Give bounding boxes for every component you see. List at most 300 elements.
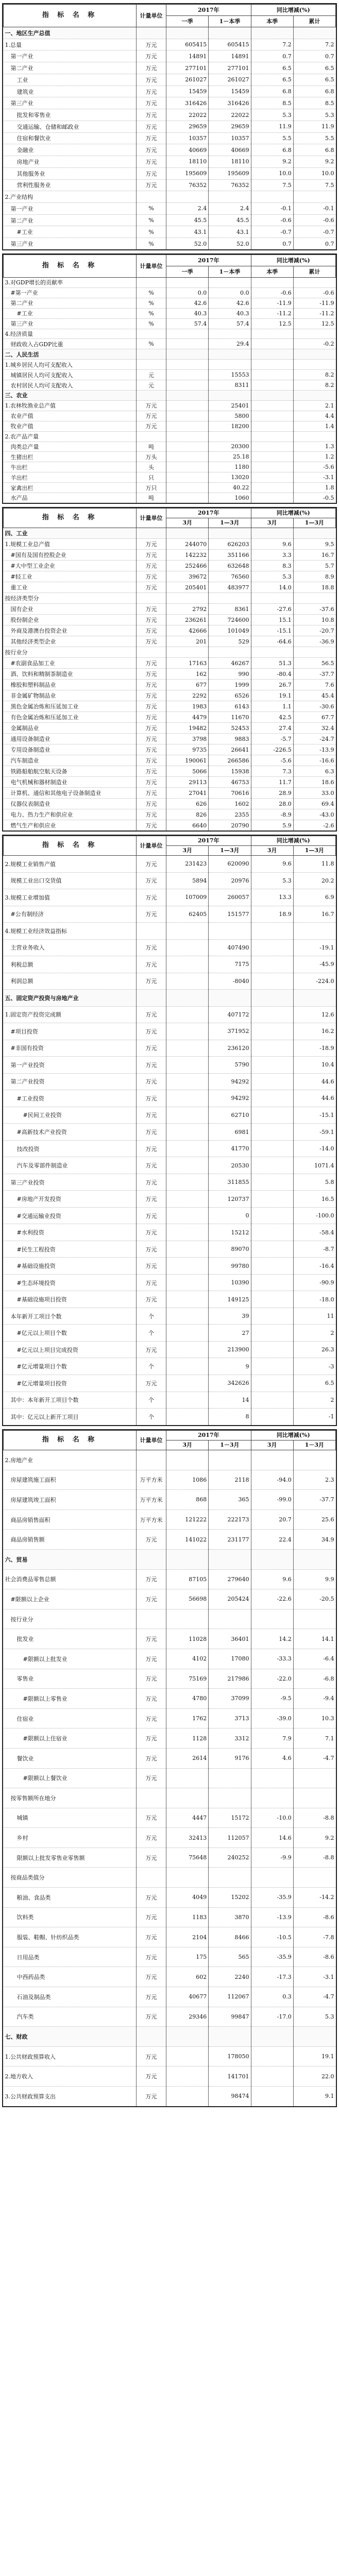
indicator-name: #亿元增量项目投资 xyxy=(4,1375,137,1392)
indicator-name: #限额以上批发业 xyxy=(4,1649,137,1669)
value-cumulative xyxy=(209,1768,251,1788)
yoy-period xyxy=(251,1073,293,1090)
value-cumulative: 14891 xyxy=(209,50,251,62)
yoy-cumulative: -0.1 xyxy=(293,203,335,215)
value-cumulative: 40669 xyxy=(209,144,251,156)
table-row xyxy=(4,1090,336,1107)
value-period: 57.4 xyxy=(166,318,209,329)
value-period: 42666 xyxy=(166,625,209,636)
unit: 万元 xyxy=(137,1040,166,1057)
value-cumulative: 52.0 xyxy=(209,238,251,250)
indicator-name: 七、财政 xyxy=(4,2027,137,2047)
indicator-name: 金融业 xyxy=(4,144,137,156)
unit: 万元 xyxy=(137,1569,166,1589)
value-period: 4479 xyxy=(166,712,209,723)
value-period xyxy=(166,528,209,539)
yoy-period xyxy=(251,349,293,360)
yoy-period: -0.6 xyxy=(251,287,293,298)
indicator-name: 零售业 xyxy=(4,1669,137,1689)
value-period xyxy=(166,462,209,472)
value-cumulative: 20300 xyxy=(209,442,251,452)
indicator-name: 电气机械和器材制造业 xyxy=(4,777,137,788)
value-period: 277101 xyxy=(166,62,209,74)
value-period: 602 xyxy=(166,1967,209,1987)
indicator-name: 房地产业 xyxy=(4,156,137,168)
yoy-period: -99.0 xyxy=(251,1490,293,1510)
value-period: 868 xyxy=(166,1490,209,1510)
yoy-period: -35.9 xyxy=(251,1947,293,1967)
value-period xyxy=(166,1609,209,1629)
unit: 万元 xyxy=(137,1907,166,1927)
indicator-name: #民生工程投资 xyxy=(4,1241,137,1258)
value-period xyxy=(166,1274,209,1291)
indicator-name: 日用品类 xyxy=(4,1947,137,1967)
yoy-cumulative: 11.8 xyxy=(293,856,335,873)
table-row xyxy=(4,1057,336,1074)
yoy-period: 11.7 xyxy=(251,777,293,788)
unit: 万元 xyxy=(137,1258,166,1275)
value-period xyxy=(166,939,209,956)
value-cumulative: 46753 xyxy=(209,777,251,788)
unit: 万元 xyxy=(137,1107,166,1124)
unit: 万元 xyxy=(137,1828,166,1848)
value-cumulative: 266586 xyxy=(209,755,251,766)
header-year: 2017年 xyxy=(166,255,251,266)
table-row xyxy=(4,1006,336,1023)
value-period: 2.4 xyxy=(166,203,209,215)
value-cumulative: 222173 xyxy=(209,1510,251,1530)
value-period xyxy=(166,483,209,493)
indicator-name: 第一产业投资 xyxy=(4,1057,137,1074)
unit: % xyxy=(137,203,166,215)
yoy-period: -39.0 xyxy=(251,1708,293,1728)
yoy-period xyxy=(251,1241,293,1258)
unit: 万元 xyxy=(137,1947,166,1967)
table-row xyxy=(4,360,336,370)
table-row xyxy=(4,889,336,906)
indicator-name: 2.地方收入 xyxy=(4,2066,137,2087)
value-period: 121222 xyxy=(166,1510,209,1530)
unit: 万平方米 xyxy=(137,1510,166,1530)
indicator-name: 中西药品类 xyxy=(4,1967,137,1987)
indicator-name: 铁路船舶航空航天设备 xyxy=(4,766,137,777)
yoy-cumulative: -0.2 xyxy=(293,339,335,349)
indicator-name: 水产品 xyxy=(4,493,137,503)
yoy-cumulative: 8.5 xyxy=(293,97,335,109)
value-cumulative: 205424 xyxy=(209,1589,251,1609)
indicator-name: #工业投资 xyxy=(4,1090,137,1107)
value-period: 76352 xyxy=(166,179,209,191)
value-period xyxy=(166,1788,209,1808)
data-table xyxy=(3,1430,336,2107)
yoy-period: -17.3 xyxy=(251,1967,293,1987)
header-sub-1: 1—3月 xyxy=(209,846,251,856)
yoy-period xyxy=(251,390,293,400)
table-row xyxy=(4,1549,336,1569)
yoy-cumulative: 69.4 xyxy=(293,799,335,809)
table-row xyxy=(4,669,336,680)
yoy-cumulative: -20.5 xyxy=(293,1589,335,1609)
yoy-cumulative: 16.2 xyxy=(293,1023,335,1040)
unit: 万元 xyxy=(137,744,166,755)
value-period: 605415 xyxy=(166,39,209,50)
yoy-period: 18.9 xyxy=(251,906,293,923)
unit xyxy=(137,431,166,442)
unit: 万元 xyxy=(137,2007,166,2027)
unit: 万只 xyxy=(137,483,166,493)
value-period xyxy=(166,370,209,380)
yoy-cumulative: -20.7 xyxy=(293,625,335,636)
value-period xyxy=(166,431,209,442)
table-row xyxy=(4,1708,336,1728)
value-period: 32413 xyxy=(166,1828,209,1848)
yoy-cumulative xyxy=(293,390,335,400)
value-cumulative: 151577 xyxy=(209,906,251,923)
unit: 只 xyxy=(137,472,166,483)
indicator-name: 房屋建筑竣工面积 xyxy=(4,1490,137,1510)
yoy-cumulative: -224.0 xyxy=(293,973,335,990)
table-row xyxy=(4,1788,336,1808)
header-year: 2017年 xyxy=(166,5,251,16)
yoy-period xyxy=(251,1157,293,1174)
value-cumulative: 40.22 xyxy=(209,483,251,493)
value-cumulative xyxy=(209,1609,251,1629)
header-year: 2017年 xyxy=(166,509,251,518)
yoy-period: -0.7 xyxy=(251,226,293,238)
value-cumulative: 6526 xyxy=(209,690,251,701)
table-row xyxy=(4,990,336,1007)
unit xyxy=(137,528,166,539)
indicator-name: 第一产业 xyxy=(4,50,137,62)
value-cumulative: 195609 xyxy=(209,167,251,179)
value-period: 40677 xyxy=(166,1987,209,2007)
unit: 万元 xyxy=(137,712,166,723)
yoy-cumulative xyxy=(293,1549,335,1569)
yoy-cumulative: -37.7 xyxy=(293,669,335,680)
yoy-period: -13.9 xyxy=(251,1907,293,1927)
table-row xyxy=(4,329,336,339)
yoy-cumulative: 12.6 xyxy=(293,1006,335,1023)
table-row xyxy=(4,1828,336,1848)
yoy-cumulative: 10.8 xyxy=(293,615,335,625)
unit: 万元 xyxy=(137,2087,166,2107)
unit: 万元 xyxy=(137,2046,166,2066)
yoy-period: 14.2 xyxy=(251,1629,293,1649)
value-cumulative: 3713 xyxy=(209,1708,251,1728)
value-period: 175 xyxy=(166,1947,209,1967)
yoy-period: -9.5 xyxy=(251,1689,293,1709)
yoy-cumulative: -0.6 xyxy=(293,287,335,298)
yoy-cumulative: 22.0 xyxy=(293,2066,335,2087)
value-cumulative: 15212 xyxy=(209,1224,251,1241)
table-row xyxy=(4,1174,336,1191)
yoy-period: 0.7 xyxy=(251,50,293,62)
table-row xyxy=(4,636,336,647)
value-cumulative: 9883 xyxy=(209,734,251,744)
unit: 万元 xyxy=(137,1708,166,1728)
yoy-period xyxy=(251,1409,293,1426)
value-cumulative: 18200 xyxy=(209,421,251,431)
yoy-cumulative: 12.5 xyxy=(293,318,335,329)
yoy-cumulative: 1.3 xyxy=(293,442,335,452)
yoy-period xyxy=(251,1107,293,1124)
table-row xyxy=(4,604,336,615)
yoy-period xyxy=(251,1006,293,1023)
indicator-name: 第二产业 xyxy=(4,298,137,308)
indicator-name: 限额以上批发零售业零售额 xyxy=(4,1848,137,1868)
yoy-cumulative: -59.1 xyxy=(293,1124,335,1141)
yoy-cumulative xyxy=(293,191,335,203)
indicator-name: 石油及制品类 xyxy=(4,1987,137,2007)
header-yoy: 同比增减(%) xyxy=(251,509,335,518)
value-cumulative: 1060 xyxy=(209,493,251,503)
yoy-period xyxy=(251,1325,293,1342)
yoy-cumulative xyxy=(293,593,335,604)
value-cumulative: 6143 xyxy=(209,701,251,712)
indicator-name: #轻工业 xyxy=(4,571,137,582)
indicator-name: 计算机、通信和其他电子设备制造业 xyxy=(4,788,137,799)
unit xyxy=(137,990,166,1007)
table-row xyxy=(4,2087,336,2107)
indicator-name: #生态环境投资 xyxy=(4,1274,137,1291)
indicator-name: 1.总量 xyxy=(4,39,137,50)
value-period xyxy=(166,1174,209,1191)
yoy-cumulative: -37.6 xyxy=(293,604,335,615)
value-cumulative: 279640 xyxy=(209,1569,251,1589)
table-row xyxy=(4,1040,336,1057)
value-cumulative: 529 xyxy=(209,636,251,647)
yoy-cumulative: 16.7 xyxy=(293,906,335,923)
value-period: 142232 xyxy=(166,550,209,561)
indicator-name: #限额以上餐饮业 xyxy=(4,1768,137,1788)
value-cumulative: 15202 xyxy=(209,1888,251,1908)
yoy-period xyxy=(251,421,293,431)
yoy-cumulative: 7.6 xyxy=(293,680,335,690)
yoy-cumulative: 5.8 xyxy=(293,1174,335,1191)
yoy-period: 7.2 xyxy=(251,39,293,50)
unit: 万元 xyxy=(137,788,166,799)
value-period: 1183 xyxy=(166,1907,209,1927)
yoy-period xyxy=(251,2027,293,2047)
value-period: 236261 xyxy=(166,615,209,625)
value-period: 29113 xyxy=(166,777,209,788)
value-period xyxy=(166,1549,209,1569)
value-cumulative xyxy=(209,1788,251,1808)
table-row xyxy=(4,1023,336,1040)
unit: 个 xyxy=(137,1392,166,1409)
value-cumulative: 2.4 xyxy=(209,203,251,215)
value-period xyxy=(166,400,209,411)
table-row xyxy=(4,1927,336,1947)
value-cumulative: 6981 xyxy=(209,1124,251,1141)
yoy-cumulative: -5.6 xyxy=(293,462,335,472)
value-period: 19482 xyxy=(166,723,209,734)
unit: 万元 xyxy=(137,723,166,734)
indicator-name: 第二产业 xyxy=(4,62,137,74)
yoy-period: -10.0 xyxy=(251,1808,293,1828)
table-row xyxy=(4,690,336,701)
yoy-period: 42.5 xyxy=(251,712,293,723)
yoy-cumulative: 0.7 xyxy=(293,238,335,250)
yoy-period: 0.3 xyxy=(251,1987,293,2007)
unit: % xyxy=(137,339,166,349)
yoy-period: 6.8 xyxy=(251,86,293,97)
header-sub-2: 本季 xyxy=(251,266,293,278)
yoy-cumulative: 18.6 xyxy=(293,777,335,788)
table-row xyxy=(4,1490,336,1510)
value-cumulative: 11670 xyxy=(209,712,251,723)
yoy-cumulative: -3.1 xyxy=(293,1967,335,1987)
yoy-period: 28.9 xyxy=(251,788,293,799)
indicator-name: 3.对GDP增长的贡献率 xyxy=(4,278,137,288)
value-cumulative: 1602 xyxy=(209,799,251,809)
yoy-cumulative: 44.6 xyxy=(293,1073,335,1090)
value-period: 677 xyxy=(166,680,209,690)
value-period: 1086 xyxy=(166,1470,209,1490)
table-row xyxy=(4,1409,336,1426)
table-row xyxy=(4,411,336,421)
unit: 万元 xyxy=(137,1530,166,1550)
value-period xyxy=(166,1868,209,1888)
value-cumulative: 99847 xyxy=(209,2007,251,2027)
value-cumulative: 41770 xyxy=(209,1140,251,1157)
value-cumulative: 8 xyxy=(209,1409,251,1426)
unit: 万元 xyxy=(137,777,166,788)
value-cumulative: 15938 xyxy=(209,766,251,777)
value-period xyxy=(166,1207,209,1224)
value-cumulative: 724600 xyxy=(209,615,251,625)
table-row xyxy=(4,539,336,550)
value-cumulative: 5790 xyxy=(209,1057,251,1074)
value-period: 56698 xyxy=(166,1589,209,1609)
unit xyxy=(137,1788,166,1808)
header-unit: 计量单位 xyxy=(137,836,166,856)
value-cumulative: 45.5 xyxy=(209,214,251,226)
value-cumulative xyxy=(209,360,251,370)
value-period: 4102 xyxy=(166,1649,209,1669)
yoy-cumulative: 56.5 xyxy=(293,658,335,669)
table-row xyxy=(4,1341,336,1358)
value-cumulative: 407490 xyxy=(209,939,251,956)
header-sub-3: 1—3月 xyxy=(293,846,335,856)
indicator-name: 餐饮业 xyxy=(4,1748,137,1768)
yoy-cumulative: 67.7 xyxy=(293,712,335,723)
header-indicator: 指 标 名 称 xyxy=(4,509,137,528)
yoy-cumulative: 18.8 xyxy=(293,582,335,593)
table-row xyxy=(4,421,336,431)
indicator-name: 按行业分 xyxy=(4,1609,137,1629)
yoy-period xyxy=(251,493,293,503)
value-period: 42.6 xyxy=(166,298,209,308)
yoy-cumulative: 9.9 xyxy=(293,1569,335,1589)
yoy-cumulative: 10.3 xyxy=(293,1708,335,1728)
yoy-period xyxy=(251,380,293,391)
table-row xyxy=(4,2046,336,2066)
yoy-cumulative xyxy=(293,923,335,940)
indicator-name: 饮料类 xyxy=(4,1907,137,1927)
yoy-cumulative: -100.0 xyxy=(293,1207,335,1224)
indicator-name: #房地产开发投资 xyxy=(4,1191,137,1208)
yoy-period: -5.7 xyxy=(251,734,293,744)
yoy-period xyxy=(251,452,293,462)
yoy-cumulative: 44.6 xyxy=(293,1090,335,1107)
yoy-cumulative: 6.5 xyxy=(293,1375,335,1392)
unit: 万元 xyxy=(137,701,166,712)
value-cumulative: 626203 xyxy=(209,539,251,550)
unit: 万平方米 xyxy=(137,1470,166,1490)
value-period: 5894 xyxy=(166,872,209,889)
unit xyxy=(137,191,166,203)
table-row xyxy=(4,788,336,799)
table-row xyxy=(4,1224,336,1241)
value-cumulative: 178050 xyxy=(209,2046,251,2066)
yoy-cumulative: 20.2 xyxy=(293,872,335,889)
value-period xyxy=(166,390,209,400)
value-cumulative: 89070 xyxy=(209,1241,251,1258)
yoy-period xyxy=(251,1090,293,1107)
unit: % xyxy=(137,308,166,318)
yoy-cumulative xyxy=(293,1609,335,1629)
yoy-period: 6.5 xyxy=(251,62,293,74)
indicator-name: 家禽出栏 xyxy=(4,483,137,493)
value-cumulative: 57.4 xyxy=(209,318,251,329)
value-period: 29659 xyxy=(166,121,209,132)
yoy-cumulative: -8.6 xyxy=(293,1947,335,1967)
table-row xyxy=(4,647,336,658)
table-row xyxy=(4,1609,336,1629)
indicator-name: 建筑业 xyxy=(4,86,137,97)
yoy-period xyxy=(251,1788,293,1808)
yoy-period xyxy=(251,360,293,370)
table-row xyxy=(4,1947,336,1967)
value-period: 3798 xyxy=(166,734,209,744)
yoy-cumulative xyxy=(293,2027,335,2047)
value-cumulative: 565 xyxy=(209,1947,251,1967)
indicator-name: #项目投资 xyxy=(4,1023,137,1040)
indicator-name: 工业 xyxy=(4,74,137,86)
value-cumulative: 9176 xyxy=(209,1748,251,1768)
yoy-cumulative: 8.2 xyxy=(293,380,335,391)
yoy-period: -9.9 xyxy=(251,1848,293,1868)
indicator-name: 第一产业 xyxy=(4,203,137,215)
unit: 万元 xyxy=(137,167,166,179)
value-cumulative: 311855 xyxy=(209,1174,251,1191)
header-sub-1: 1—3月 xyxy=(209,518,251,528)
unit: 万平方米 xyxy=(137,1490,166,1510)
unit: 万元 xyxy=(137,755,166,766)
indicator-name: 1.城乡居民人均可支配收入 xyxy=(4,360,137,370)
unit: 万元 xyxy=(137,1073,166,1090)
table-section-3 xyxy=(2,507,337,832)
unit: 万元 xyxy=(137,582,166,593)
indicator-name: 商品房销售面积 xyxy=(4,1510,137,1530)
table-row xyxy=(4,1291,336,1308)
yoy-cumulative xyxy=(293,349,335,360)
table-row xyxy=(4,226,336,238)
indicator-name: 牛出栏 xyxy=(4,462,137,472)
yoy-period xyxy=(251,1375,293,1392)
value-period xyxy=(166,1057,209,1074)
value-period xyxy=(166,1291,209,1308)
yoy-cumulative: 11 xyxy=(293,1308,335,1325)
indicator-name: #工业 xyxy=(4,226,137,238)
yoy-period xyxy=(251,431,293,442)
value-period xyxy=(166,1358,209,1375)
value-cumulative: 29659 xyxy=(209,121,251,132)
value-period xyxy=(166,2087,209,2107)
table-row xyxy=(4,582,336,593)
value-period: 5066 xyxy=(166,766,209,777)
